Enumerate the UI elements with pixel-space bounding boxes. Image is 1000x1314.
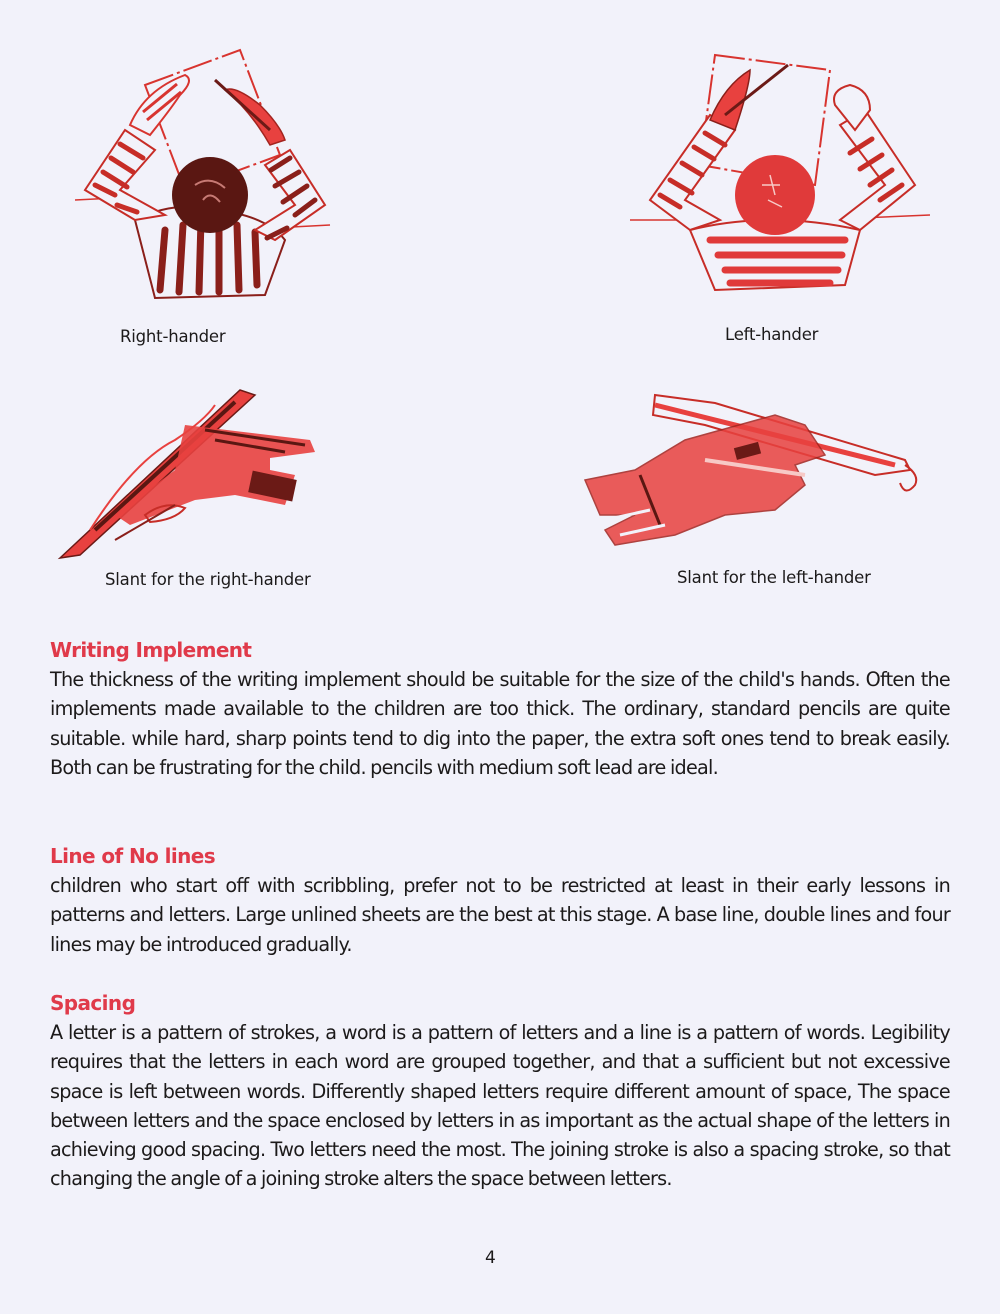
caption-left-hander: Left-hander xyxy=(725,325,819,344)
caption-right-hander: Right-hander xyxy=(120,327,226,346)
paragraph-line-of-no-lines: children who start off with scribbling, prefer not to be restricted at least in their early lessons in patterns and letters. Large unlined sheets are the best at this stage. A base line, double lines and four lines may be introduced gradually. xyxy=(50,874,950,956)
heading-line-of-no-lines: Line of No lines xyxy=(50,844,216,868)
caption-slant-right-hander: Slant for the right-hander xyxy=(105,570,311,589)
section-writing-implement xyxy=(50,637,950,782)
figure-right-hander xyxy=(75,40,355,346)
figure-slant-left-hander xyxy=(575,385,935,587)
heading-spacing: Spacing xyxy=(50,991,136,1015)
left-hander-illustration xyxy=(630,35,930,300)
section-line-of-no-lines xyxy=(50,843,950,959)
figure-left-hander xyxy=(630,35,930,344)
right-hander-illustration xyxy=(75,40,355,300)
heading-writing-implement: Writing Implement xyxy=(50,638,252,662)
paragraph-writing-implement: The thickness of the writing implement should be suitable for the size of the child's hands. Often the implements made available to the children are too thick. The ordinary, standard pencils are quite suitable. while hard, sharp points tend to dig into the paper, the extra soft ones tend to break easily. Both can be frustrating for the child. pencils with medium soft lead are ideal. xyxy=(50,668,950,779)
paragraph-spacing: A letter is a pattern of strokes, a word is a pattern of letters and a line is a pattern of words. Legibility requires that the letters in each word are grouped together, and that a sufficient but not excessive space is left between words. Differently shaped letters require different amount of space, The space between letters and the space enclosed by letters in as important as the actual shape of the letters in achieving good spacing. Two letters need the most. The joining stroke is also a spacing stroke, so that changing the angle of a joining stroke alters the space between letters. xyxy=(50,1021,950,1191)
caption-slant-left-hander: Slant for the left-hander xyxy=(677,568,871,587)
slant-right-hander-illustration xyxy=(55,380,355,560)
figure-slant-right-hander xyxy=(55,380,355,589)
section-spacing xyxy=(50,990,950,1194)
page-number: 4 xyxy=(485,1248,496,1268)
slant-left-hander-illustration xyxy=(575,385,935,555)
